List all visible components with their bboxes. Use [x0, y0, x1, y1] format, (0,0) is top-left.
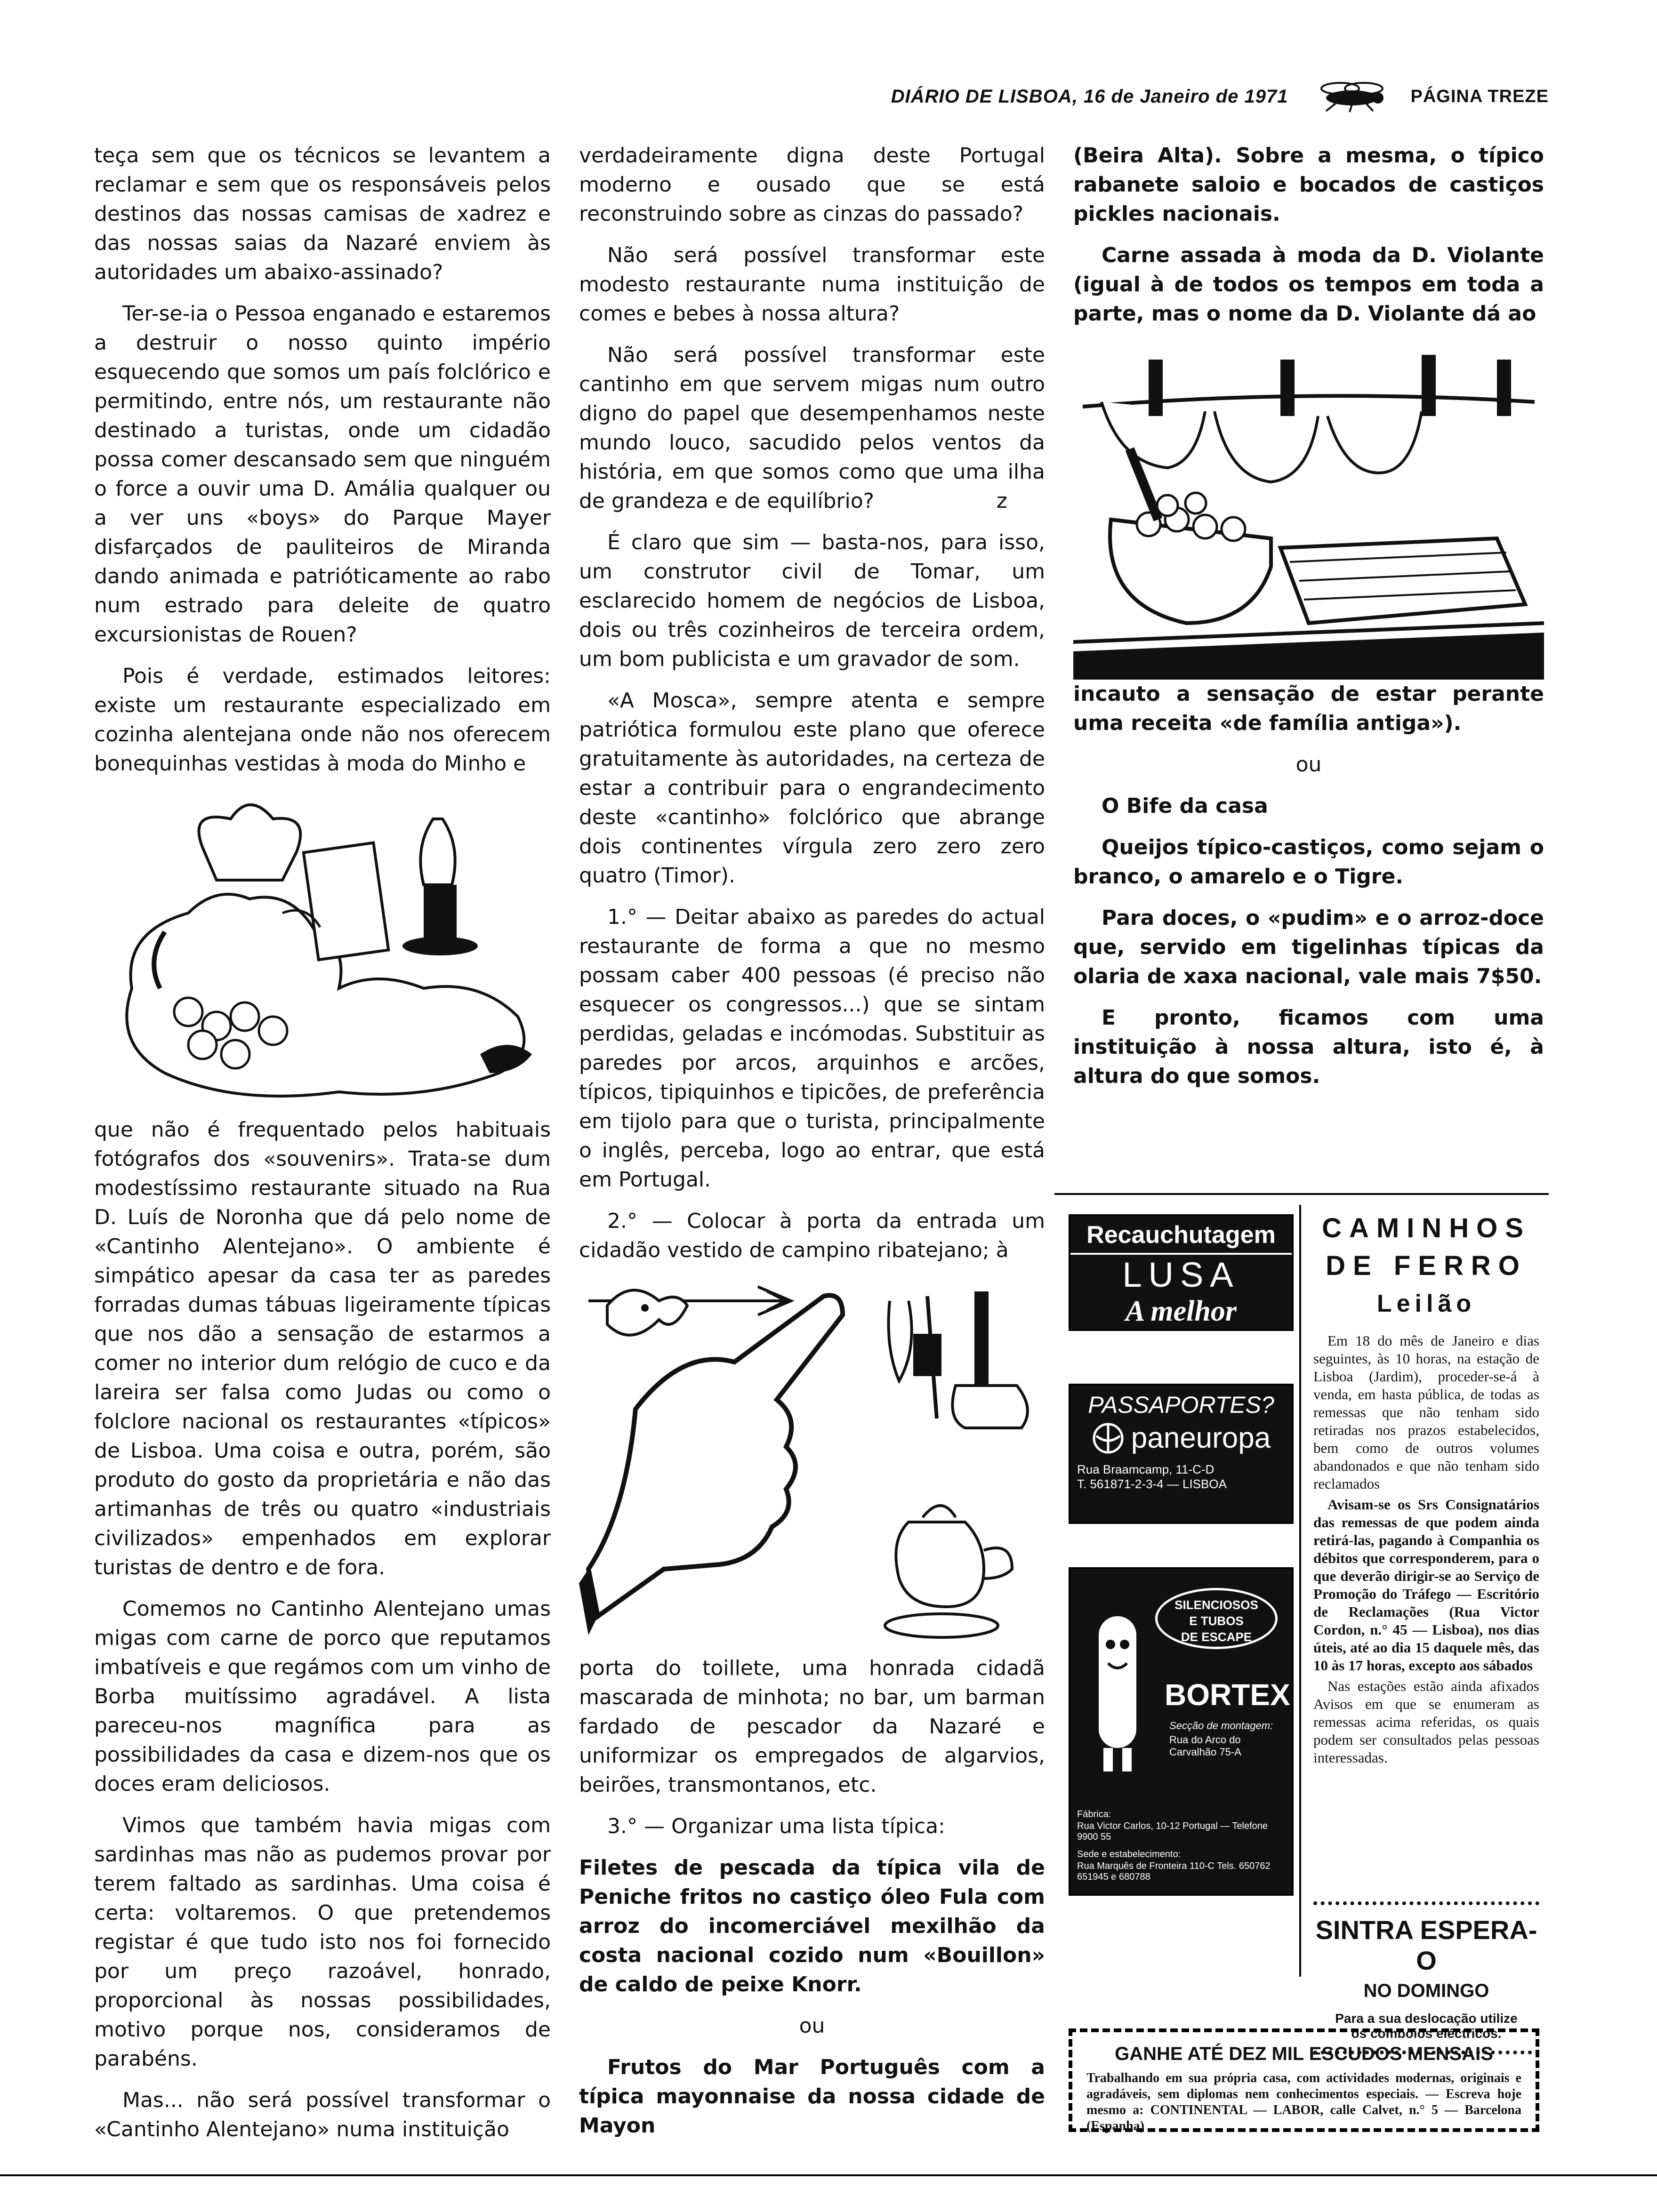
- menu-item: Carne assada à moda da D. Violante (igual à de todos os tempos em toda a parte, mas o nome da D. Violante dá ao: [1073, 243, 1544, 326]
- sintra-title: SINTRA ESPERA-O: [1315, 1915, 1537, 1975]
- or-separator: ou: [799, 2014, 825, 2038]
- paragraph: É claro que sim — basta-nos, para isso, um construtor civil de Tomar, um esclarecido homem de negócios de Lisboa, dois ou três cozinheiros de terceira ordem, um bom publicista e um gravador de som.: [579, 530, 1045, 671]
- menu-item: O Bife da casa: [1102, 794, 1268, 818]
- column-2: [579, 141, 1045, 2153]
- menu-item: Filetes de pescada da típica vila de Peniche fritos no castiço óleo Fula com arroz do incomerciável mexilhão da costa nacional cozido num «Bouillon» de caldo de peixe Knorr.: [579, 1856, 1045, 1996]
- chef-pig-illustration: [94, 791, 551, 1115]
- ganhe-title: GANHE ATÉ DEZ MIL ESCUDOS MENSAIS: [1115, 2044, 1493, 2064]
- paneuropa-brand-row: [1070, 1421, 1292, 1455]
- page-bottom-rule: [0, 2174, 1657, 2176]
- cf-text-3: Nas estações estão ainda afixados Avisos em que se enumeram as remessas acima referidas, os quais podem ser consultados pelas pessoas interessadas.: [1313, 1678, 1539, 1766]
- divider: [1299, 1205, 1301, 1977]
- bortex-factory-address: Rua Victor Carlos, 10-12 Portugal — Telefone 9900 55: [1077, 1821, 1268, 1842]
- paragraph: [579, 341, 1045, 516]
- paragraph: verdadeiramente digna deste Portugal moderno e ousado que se está reconstruindo sobre as cinzas do passado?: [579, 144, 1045, 226]
- paragraph: que não é frequentado pelos habituais fotógrafos dos «souvenirs». Trata-se dum modestíssimo restaurante situado na Rua D. Luís de Noronha que dá pelo nome de «Cantinho Alentejano». O ambiente é simpático apesar da casa ter as paredes forradas dumas tábuas ligeiramente típicas que nos dão a sensação de estarmos a comer no interior dum relógio de cuco e da lareira ser falsa como Judas ou como o folclore nacional os restaurantes «típicos» de Lisboa. Uma coisa e outra, porém, são produto do gosto da proprietária e não das artimanhas de três ou quatro «industriais civilizados» empenhados em explorar turistas de dentro e de fora.: [94, 1118, 551, 1579]
- bortex-badge-line2: E TUBOS: [1189, 1614, 1244, 1628]
- paragraph: Comemos no Cantinho Alentejano umas migas com carne de porco que reputamos imbatíveis e que regámos com um vinho de Borba muitíssimo agradável. A lista pareceu-nos magnífica para as possibilidades da casa e dizem-nos que os doces eram deliciosos.: [94, 1597, 551, 1796]
- page-header: [800, 75, 1549, 118]
- bortex-hq-address: Rua Marquês de Fronteira 110-C Tels. 650762 651945 e 680788: [1077, 1861, 1271, 1882]
- bortex-hq-label: Sede e estabelecimento:: [1077, 1849, 1181, 1859]
- bortex-section-label: Secção de montagem:: [1169, 1720, 1273, 1731]
- sintra-subtitle: NO DOMINGO: [1363, 1980, 1489, 2001]
- paragraph: 2.° — Colocar à porta da entrada um cidadão vestido de campino ribatejano; à: [579, 1209, 1045, 1262]
- kitchen-hanging-sausages-illustration: [1073, 341, 1544, 680]
- column-3: [1073, 141, 1544, 1103]
- paragraph: Ter-se-ia o Pessoa enganado e estaremos a destruir o nosso quinto império esquecendo que somos um país folclórico e permitindo, entre nós, um restaurante não destinado a turistas, onde um cidadão possa comer descansado sem que ninguém o force a ouvir uma D. Amália qualquer ou a ver uns «boys» do Parque Mayer disfarçados de pauliteiros de Miranda dando animada e patrióticamente ao rabo num estrado para deleite de quatro excursionistas de Rouen?: [94, 302, 551, 647]
- lusa-brand: LUSA: [1122, 1255, 1240, 1294]
- paragraph: Não será possível transformar este modesto restaurante numa instituição de comes e bebes à nossa altura?: [579, 243, 1045, 326]
- cf-text-2: Avisam-se os Srs Consignatários das remessas de que podem ainda retirá-las, pagando à Companhia os débitos que corresponderem, para o que deverão dirigir-se ao Serviço de Promoção do Tráfego — Escritório de Reclamações (Rua Victor Cordon, n.° 45 — Lisboa), nos dias úteis, até ao dia 15 daquele mês, das 10 às 17 horas, excepto aos sábados: [1313, 1496, 1539, 1674]
- column-1: [94, 141, 551, 2156]
- lusa-ad: [1069, 1214, 1294, 1331]
- ganhe-text: Trabalhando em sua própria casa, com actividades modernas, originais e agradáveis, sem diplomas nem conhecimentos especiais. — Escreva hoje mesmo a: CONTINENTAL — LABOR, calle Calvet, n.° 5 — Barcelona (Espanha): [1086, 2071, 1521, 2133]
- bortex-brand: BORTEX: [1165, 1678, 1290, 1712]
- paragraph: porta do toillete, uma honrada cidadã mascarada de minhota; no bar, um barman fardado de pescador da Nazaré e uniformizar os empregados de algarvios, beirões, transmontanos, etc.: [579, 1656, 1045, 1797]
- bortex-badge-line1: SILENCIOSOS: [1174, 1598, 1258, 1612]
- exhaust-mascot-icon: [1085, 1607, 1155, 1776]
- cf-title-3: Leilão: [1376, 1290, 1476, 1317]
- lusa-line1: Recauchutagem: [1070, 1221, 1292, 1255]
- bortex-factory-label: Fábrica:: [1077, 1809, 1111, 1819]
- menu-item: Queijos típico-castiços, como sejam o branco, o amarelo e o Tigre.: [1073, 835, 1544, 889]
- paragraph-text: Não será possível transformar este cantinho em que servem migas num outro digno do papel que desempenhamos neste mundo louco, sacudido pelos ventos da história, em que somos como que uma ilha de grandeza e de equilíbrio?: [579, 343, 1045, 513]
- paneuropa-ad: [1069, 1384, 1294, 1524]
- page-label: PÁGINA TREZE: [1410, 86, 1549, 106]
- lusa-slogan: A melhor: [1125, 1295, 1237, 1327]
- menu-item: E pronto, ficamos com uma instituição à nossa altura, isto é, à altura do que somos.: [1073, 1006, 1544, 1088]
- fly-icon: [1307, 80, 1392, 113]
- menu-item: (Beira Alta). Sobre a mesma, o típico rabanete saloio e bocados de castiços pickles nacionais.: [1073, 144, 1544, 226]
- menu-item: Para doces, o «pudim» e o arroz-doce que, servido em tigelinhas típicas da olaria de xaxa nacional, vale mais 7$50.: [1073, 906, 1544, 988]
- paragraph: 1.° — Deitar abaixo as paredes do actual restaurante de forma a que no mesmo possam caber 400 pessoas (é preciso não esquecer os congressos...) que se sintam perdidas, geladas e incómodas. Substituir as paredes por arcos, arquinhos e arcões, típicos, tipiquinhos e tipicões, de preferência em tijolo para que o turista, principalmente o inglês, perceba, logo ao entrar, que está em Portugal.: [579, 905, 1045, 1192]
- menu-item: incauto a sensação de estar perante uma receita «de família antiga»).: [1073, 682, 1544, 735]
- divider: [1054, 1193, 1549, 1195]
- paneuropa-brand: paneuropa: [1131, 1422, 1271, 1454]
- caminhos-de-ferro-notice: [1313, 1210, 1539, 1767]
- paragraph: Mas... não será possível transformar o «Cantinho Alentejano» numa instituição: [94, 2088, 551, 2141]
- paragraph: teça sem que os técnicos se levantem a reclamar e sem que os responsáveis pelos destinos das nossas camisas de xadrez e das nossas saias da Nazaré enviem às autoridades um abaixo-assinado?: [94, 144, 551, 284]
- bortex-badge: [1155, 1588, 1278, 1649]
- bortex-section-address: Rua do Arco do Carvalhão 75-A: [1169, 1734, 1241, 1758]
- bortex-ad: [1069, 1567, 1294, 1896]
- paragraph: 3.° — Organizar uma lista típica:: [607, 1814, 945, 1838]
- paneuropa-line1: PASSAPORTES?: [1088, 1392, 1274, 1418]
- stray-mark: z: [996, 489, 1007, 513]
- bortex-badge-line3: DE ESCAPE: [1181, 1630, 1252, 1644]
- paneuropa-logo-icon: [1092, 1422, 1125, 1455]
- sintra-text: Para a sua deslocação utilize os comboios eléctricos.: [1335, 2011, 1518, 2041]
- or-separator: ou: [1295, 753, 1322, 777]
- cf-text-1: Em 18 do mês de Janeiro e dias seguintes, às 10 horas, na estação de Lisboa (Jardim), proceder-se-á à venda, em hasta pública, de todas as remessas que não tenham sido retiradas nos prazos estabelecidos, bem como de outros volumes abandonados e que não tenham sido reclamados: [1313, 1332, 1539, 1492]
- masthead: DIÁRIO DE LISBOA, 16 de Janeiro de 1971: [891, 86, 1288, 107]
- cf-title-2: DE FERRO: [1326, 1250, 1527, 1281]
- paragraph: «A Mosca», sempre atenta e sempre patriótica formulou este plano que oferece gratuitamente às autoridades, na certeza de estar a contribuir para o engrandecimento deste «cantinho» folclórico que abrange dois continentes vírgula zero zero zero quatro (Timor).: [579, 689, 1045, 888]
- pointing-hand-illustration: [579, 1277, 1045, 1654]
- paragraph: Vimos que também havia migas com sardinhas mas não as pudemos provar por terem faltado as sardinhas. Uma coisa é certa: voltaremos. O que pretendemos registar é que tudo isto nos foi fornecido por um preço razoável, honrado, proporcional às nossas possibilidades, motivo porque nos, consideramos de parabéns.: [94, 1813, 551, 2071]
- paragraph: Pois é verdade, estimados leitores: existe um restaurante especializado em cozinha alentejana onde não nos oferecem bonequinhas vestidas à moda do Minho e: [94, 664, 551, 776]
- cf-title-1: CAMINHOS: [1322, 1213, 1531, 1243]
- menu-item: Frutos do Mar Português com a típica mayonnaise da nossa cidade de Mayon: [579, 2055, 1045, 2138]
- paneuropa-address: Rua Braamcamp, 11-C-D: [1077, 1462, 1215, 1476]
- ganhe-ad: [1069, 2028, 1539, 2132]
- paneuropa-phone: T. 561871-2-3-4 — LISBOA: [1077, 1477, 1227, 1491]
